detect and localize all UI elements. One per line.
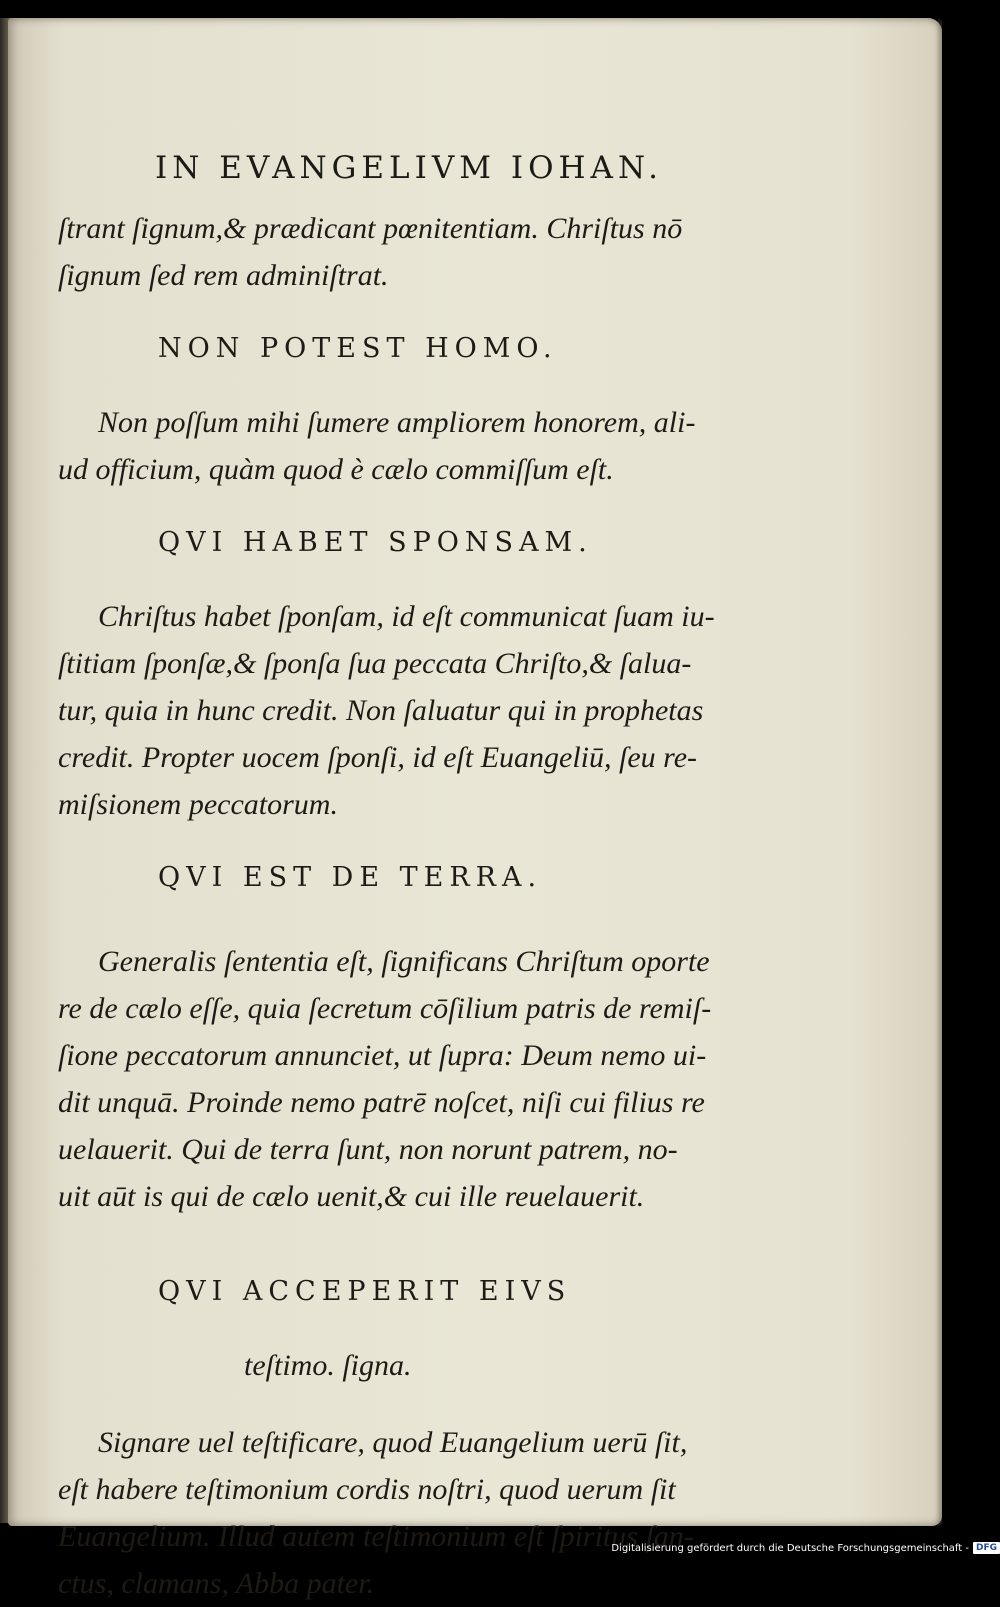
section-heading: NON POTEST HOMO. (158, 333, 558, 364)
dfg-logo: DFG (973, 1542, 1000, 1554)
text-line: uit aūt is qui de cælo uenit,& cui ille reuelauerit. (58, 1180, 645, 1213)
text-line: Signare uel teſtificare, quod Euangelium uerū ſit, (98, 1426, 688, 1459)
section-heading-sub: teſtimo. ſigna. (244, 1349, 412, 1382)
text-line: miſsionem peccatorum. (58, 788, 338, 821)
text-line: Non poſſum mihi ſumere ampliorem honorem, ali- (98, 406, 696, 439)
text-line: ſtrant ſignum,& prædicant pœnitentiam. Chriſtus nō (58, 212, 683, 245)
running-head: IN EVANGELIVM IOHAN. (155, 150, 663, 186)
text-line: eſt habere teſtimonium cordis noſtri, quod uerum ſit (58, 1473, 676, 1506)
section-heading: QVI HABET SPONSAM. (158, 527, 593, 558)
text-line: re de cælo eſſe, quia ſecretum cōſilium patris de remiſ- (58, 992, 712, 1025)
text-line: ſtitiam ſponſæ,& ſponſa ſua peccata Chriſto,& ſalua- (58, 647, 692, 680)
text-line: ſignum ſed rem adminiſtrat. (58, 259, 389, 292)
funding-footer (604, 1541, 1000, 1555)
text-line: uelauerit. Qui de terra ſunt, non norunt patrem, no- (58, 1133, 678, 1166)
text-line: ud officium, quàm quod è cælo commiſſum eſt. (58, 453, 614, 486)
text-line: Euangelium. Illud autem teſtimonium eſt ſpiritus ſan- (58, 1520, 694, 1553)
page-edge (936, 18, 942, 1526)
section-heading: QVI EST DE TERRA. (158, 862, 543, 893)
text-line: ſione peccatorum annunciet, ut ſupra: Deum nemo ui- (58, 1039, 707, 1072)
text-line: Generalis ſententia eſt, ſignificans Chriſtum oporte (98, 945, 710, 978)
text-line: ctus, clamans, Abba pater. (58, 1567, 375, 1600)
text-line: credit. Propter uocem ſponſi, id eſt Euangeliū, ſeu re- (58, 741, 698, 774)
text-line: Chriſtus habet ſponſam, id eſt communicat ſuam iu- (98, 600, 715, 633)
text-line: dit unquā. Proinde nemo patrē noſcet, niſi cui filius re (58, 1086, 705, 1119)
page-text (58, 205, 758, 1607)
section-heading: QVI ACCEPERIT EIVS (158, 1276, 572, 1307)
funding-notice: Digitalisierung gefördert durch die Deutsche Forschungsgemeinschaft - (611, 1542, 969, 1554)
text-line: tur, quia in hunc credit. Non ſaluatur qui in prophetas (58, 694, 704, 727)
